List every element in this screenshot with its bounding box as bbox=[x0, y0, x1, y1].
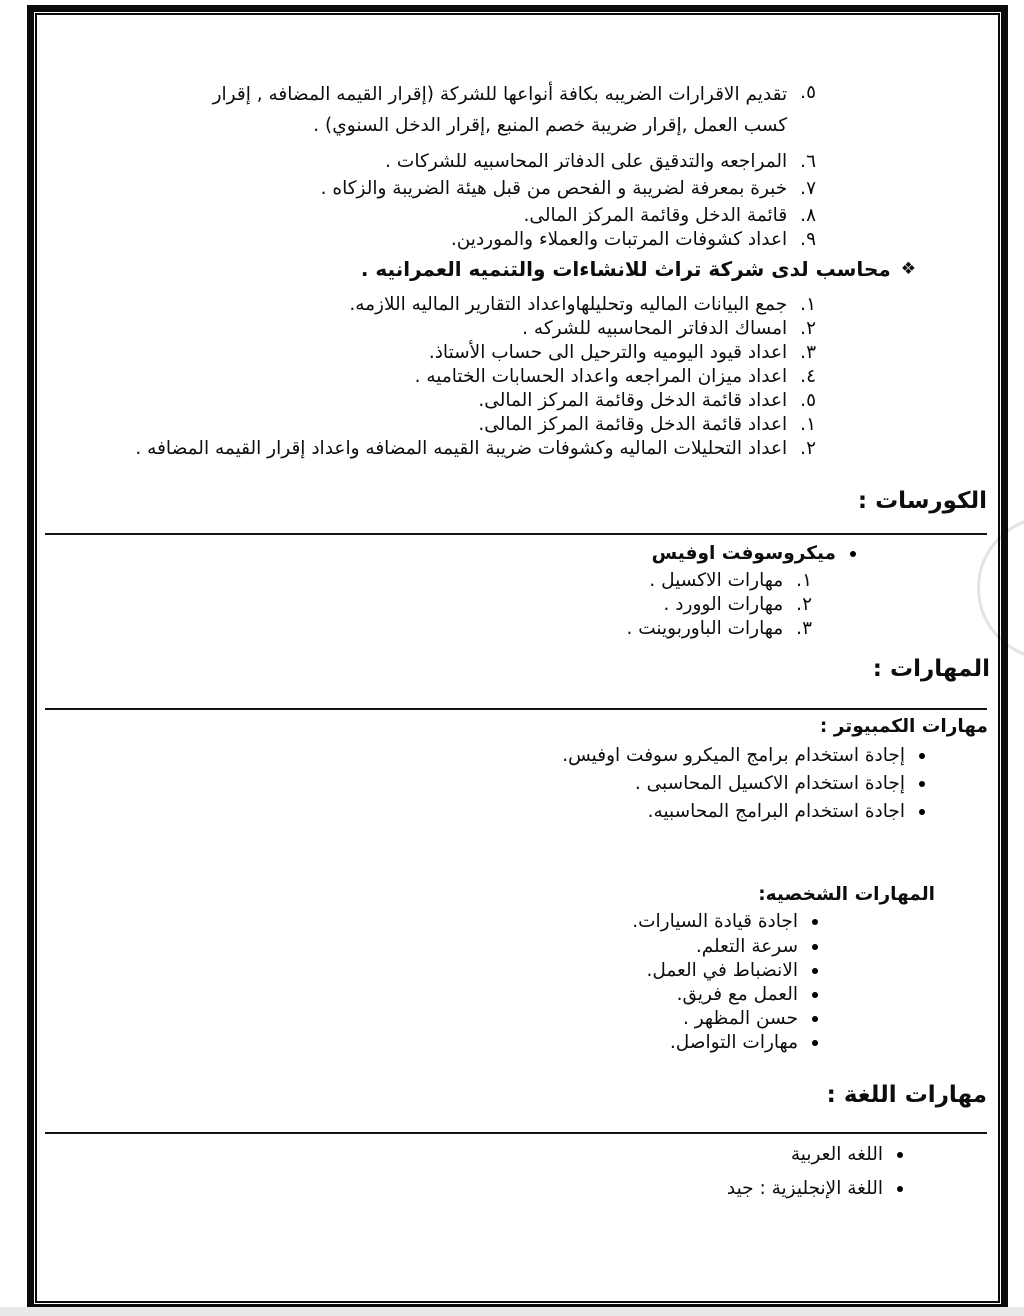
item-text: اعداد قائمة الدخل وقائمة المركز المالى. bbox=[478, 390, 788, 411]
item-text: إجادة استخدام برامج الميكرو سوفت اوفيس. bbox=[562, 745, 905, 766]
item-number: ٢. bbox=[800, 438, 816, 459]
numbered-item bbox=[385, 148, 816, 175]
item-text: امساك الدفاتر المحاسبيه للشركه . bbox=[522, 318, 788, 339]
item-number: ٥. bbox=[800, 390, 816, 411]
item-text: سرعة التعلم. bbox=[695, 936, 798, 957]
numbered-item bbox=[451, 226, 816, 253]
numbered-item bbox=[664, 591, 812, 618]
personal-skills-title: المهارات الشخصيه: bbox=[758, 884, 935, 905]
item-text: مهارات الوورد . bbox=[663, 594, 784, 615]
numbered-item bbox=[522, 315, 816, 342]
item-number: ٣. bbox=[796, 618, 812, 639]
item-text: اعداد ميزان المراجعه واعداد الحسابات الختاميه . bbox=[414, 366, 788, 387]
bullet-item bbox=[727, 1177, 903, 1201]
bullet-item bbox=[562, 744, 925, 768]
section-heading-courses: الكورسات : bbox=[857, 488, 987, 514]
bullet-dot-icon bbox=[812, 944, 818, 950]
computer-skills-title: مهارات الكمبيوتر : bbox=[819, 716, 988, 737]
item-text: تقديم الاقرارات الضريبه بكافة أنواعها للشركة (إقرار القيمه المضافه , إقرار كسب العمل ,إقرار ضريبة خصم المنبع ,إقرار الدخل السنوي) . bbox=[212, 84, 788, 136]
item-text: العمل مع فريق. bbox=[676, 984, 798, 1005]
bullet-item bbox=[683, 1007, 818, 1031]
bullet-item bbox=[635, 772, 925, 796]
course-group-row bbox=[652, 542, 856, 566]
item-number: ٧. bbox=[800, 178, 816, 199]
item-text: الانضباط في العمل. bbox=[646, 960, 798, 981]
item-number: ٥. bbox=[800, 82, 816, 103]
numbered-item bbox=[524, 202, 816, 229]
numbered-item bbox=[627, 615, 813, 642]
item-number: ٤. bbox=[800, 366, 816, 387]
bullet-item bbox=[646, 959, 818, 983]
course-group-title: ميكروسوفت اوفيس bbox=[651, 543, 836, 564]
bullet-dot-icon bbox=[812, 1040, 818, 1046]
job-title: محاسب لدى شركة تراث للانشاءات والتنميه العمرانيه . bbox=[360, 257, 891, 281]
item-text: مهارات الباوربوينت . bbox=[626, 618, 784, 639]
item-text: مهارات الاكسيل . bbox=[649, 570, 784, 591]
item-text: جمع البيانات الماليه وتحليلهاواعداد التقارير الماليه اللازمه. bbox=[349, 294, 788, 315]
numbered-item bbox=[649, 567, 812, 594]
numbered-item bbox=[321, 175, 816, 202]
bullet-dot-icon bbox=[919, 753, 925, 759]
item-text: اعداد التحليلات الماليه وكشوفات ضريبة القيمه المضافه واعداد إقرار القيمه المضافه . bbox=[135, 438, 788, 459]
section-heading-skills: المهارات : bbox=[872, 656, 990, 682]
section-heading-languages: مهارات اللغة : bbox=[826, 1082, 987, 1108]
viewer-bottom-strip bbox=[0, 1307, 1024, 1316]
item-text: خبرة بمعرفة لضريبة و الفحص من قبل هيئة الضريبة والزكاه . bbox=[320, 178, 788, 199]
bullet-item bbox=[632, 910, 818, 934]
job-title-row bbox=[361, 257, 916, 282]
item-text: المراجعه والتدقيق على الدفاتر المحاسبيه للشركات . bbox=[385, 151, 788, 172]
item-number: ٦. bbox=[800, 151, 816, 172]
item-text: اعداد قائمة الدخل وقائمة المركز المالى. bbox=[478, 414, 788, 435]
item-text: إجادة استخدام الاكسيل المحاسبى . bbox=[634, 773, 905, 794]
bullet-dot-icon bbox=[812, 992, 818, 998]
section-divider-line bbox=[45, 1132, 987, 1134]
item-number: ١. bbox=[800, 294, 816, 315]
diamond-bullet-icon: ❖ bbox=[900, 259, 916, 279]
item-number: ١. bbox=[796, 570, 812, 591]
item-text: اعداد كشوفات المرتبات والعملاء والموردين. bbox=[450, 229, 788, 250]
bullet-item bbox=[696, 935, 818, 959]
item-text: اللغة الإنجليزية : جيد bbox=[726, 1178, 883, 1199]
item-text: قائمة الدخل وقائمة المركز المالى. bbox=[523, 205, 788, 226]
item-number: ٣. bbox=[800, 342, 816, 363]
numbered-item bbox=[429, 339, 816, 366]
numbered-item bbox=[135, 435, 816, 462]
bullet-dot-icon bbox=[919, 781, 925, 787]
item-text: اعداد قيود اليوميه والترحيل الى حساب الأستاذ. bbox=[428, 342, 788, 363]
bullet-dot-icon bbox=[919, 809, 925, 815]
bullet-dot-icon bbox=[850, 551, 856, 557]
bullet-item bbox=[648, 800, 925, 824]
bullet-dot-icon bbox=[812, 1016, 818, 1022]
numbered-item bbox=[167, 79, 816, 141]
item-text: اللغه العربية bbox=[790, 1144, 883, 1165]
item-text: اجادة قيادة السيارات. bbox=[632, 911, 798, 932]
bullet-item bbox=[670, 1031, 818, 1055]
section-divider-line bbox=[45, 533, 987, 535]
bullet-dot-icon bbox=[897, 1152, 903, 1158]
item-number: ٩. bbox=[800, 229, 816, 250]
numbered-item bbox=[478, 387, 816, 414]
item-number: ٢. bbox=[796, 594, 812, 615]
item-text: اجادة استخدام البرامج المحاسبيه. bbox=[647, 801, 905, 822]
bullet-dot-icon bbox=[897, 1186, 903, 1192]
bullet-item bbox=[791, 1143, 903, 1167]
bullet-item bbox=[677, 983, 818, 1007]
item-number: ٨. bbox=[800, 205, 816, 226]
bullet-dot-icon bbox=[812, 919, 818, 925]
item-text: حسن المظهر . bbox=[682, 1008, 798, 1029]
section-divider-line bbox=[45, 708, 987, 710]
numbered-item bbox=[415, 363, 816, 390]
item-number: ٢. bbox=[800, 318, 816, 339]
item-number: ١. bbox=[800, 414, 816, 435]
bullet-dot-icon bbox=[812, 968, 818, 974]
numbered-item bbox=[349, 291, 816, 318]
item-text: مهارات التواصل. bbox=[669, 1032, 798, 1053]
numbered-item bbox=[478, 411, 816, 438]
